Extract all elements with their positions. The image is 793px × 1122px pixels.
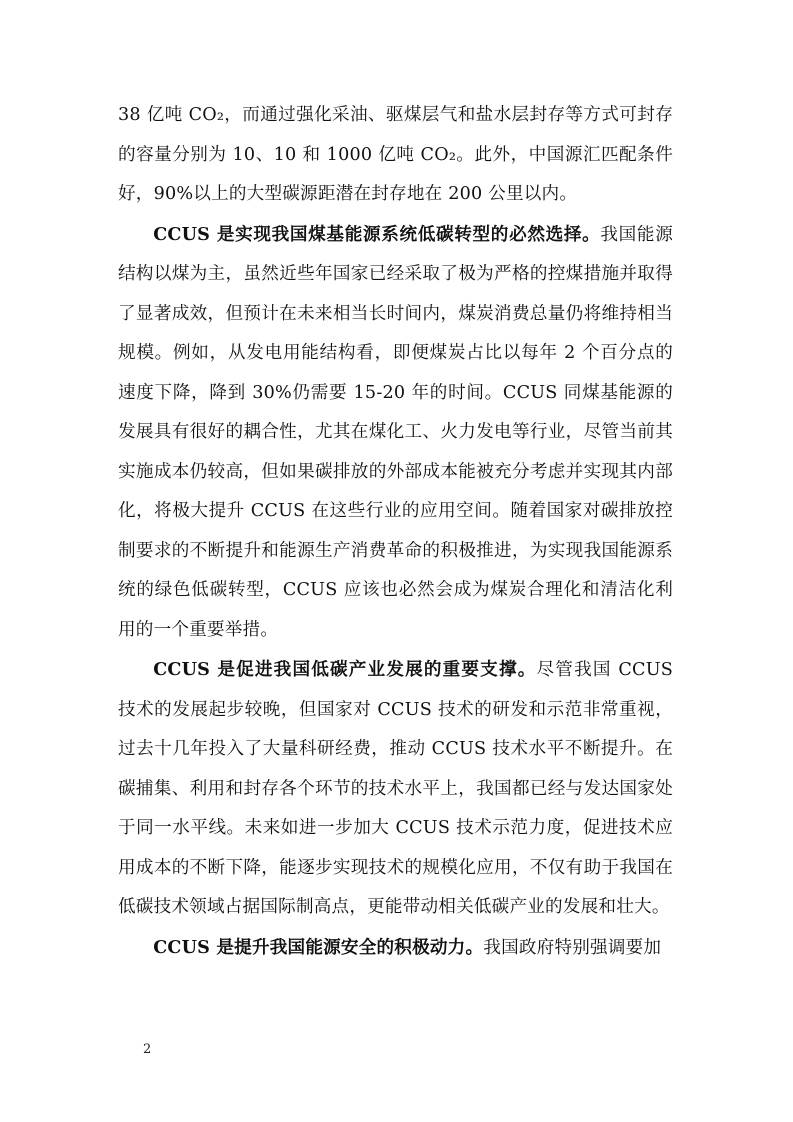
paragraph-heading: CCUS 是提升我国能源安全的积极动力。 (153, 936, 484, 958)
page-number: 2 (143, 1042, 152, 1057)
paragraph-heading: CCUS 是实现我国煤基能源系统低碳转型的必然选择。 (153, 223, 601, 245)
paragraph-continuation (118, 96, 673, 215)
paragraph-text: 38 亿吨 CO₂，而通过强化采油、驱煤层气和盐水层封存等方式可封存的容量分别为 10、10 和 1000 亿吨 CO₂。此外，中国源汇匹配条件好，90%以上的大型碳源距潜在封存地在 200 公里以内。 (118, 105, 673, 204)
paragraph-text: 我国能源结构以煤为主，虽然近些年国家已经采取了极为严格的控煤措施并取得了显著成效，但预计在未来相当长时间内，煤炭消费总量仍将维持相当规模。例如，从发电用能结构看，即便煤炭占比以每年 2 个百分点的速度下降，降到 30%仍需要 15-20 年的时间。CCUS 同煤基能源的发展具有很好的耦合性，尤其在煤化工、火力发电等行业，尽管当前其实施成本仍较高，但如果碳排放的外部成本能被充分考虑并实现其内部化，将极大提升 CCUS 在这些行业的应用空间。随着国家对碳排放控制要求的不断提升和能源生产消费革命的积极推进，为实现我国能源系统的绿色低碳转型，CCUS 应该也必然会成为煤炭合理化和清洁化利用的一个重要举措。 (118, 224, 673, 640)
paragraph-energy-security (118, 928, 673, 969)
paragraph-coal-transition (118, 215, 673, 651)
paragraph-text: 尽管我国 CCUS 技术的发展起步较晚，但国家对 CCUS 技术的研发和示范非常重视，过去十几年投入了大量科研经费，推动 CCUS 技术水平不断提升。在碳捕集、利用和封存各个环节的技术水平上，我国都已经与发达国家处于同一水平线。未来如进一步加大 CCUS 技术示范力度，促进技术应用成本的不断下降，能逐步实现技术的规模化应用，不仅有助于我国在低碳技术领域占据国际制高点，更能带动相关低碳产业的发展和壮大。 (118, 660, 673, 917)
paragraph-heading: CCUS 是促进我国低碳产业发展的重要支撑。 (153, 659, 537, 680)
body-text (118, 96, 673, 968)
paragraph-low-carbon-industry (118, 650, 673, 928)
paragraph-text: 我国政府特别强调要加 (483, 937, 662, 958)
